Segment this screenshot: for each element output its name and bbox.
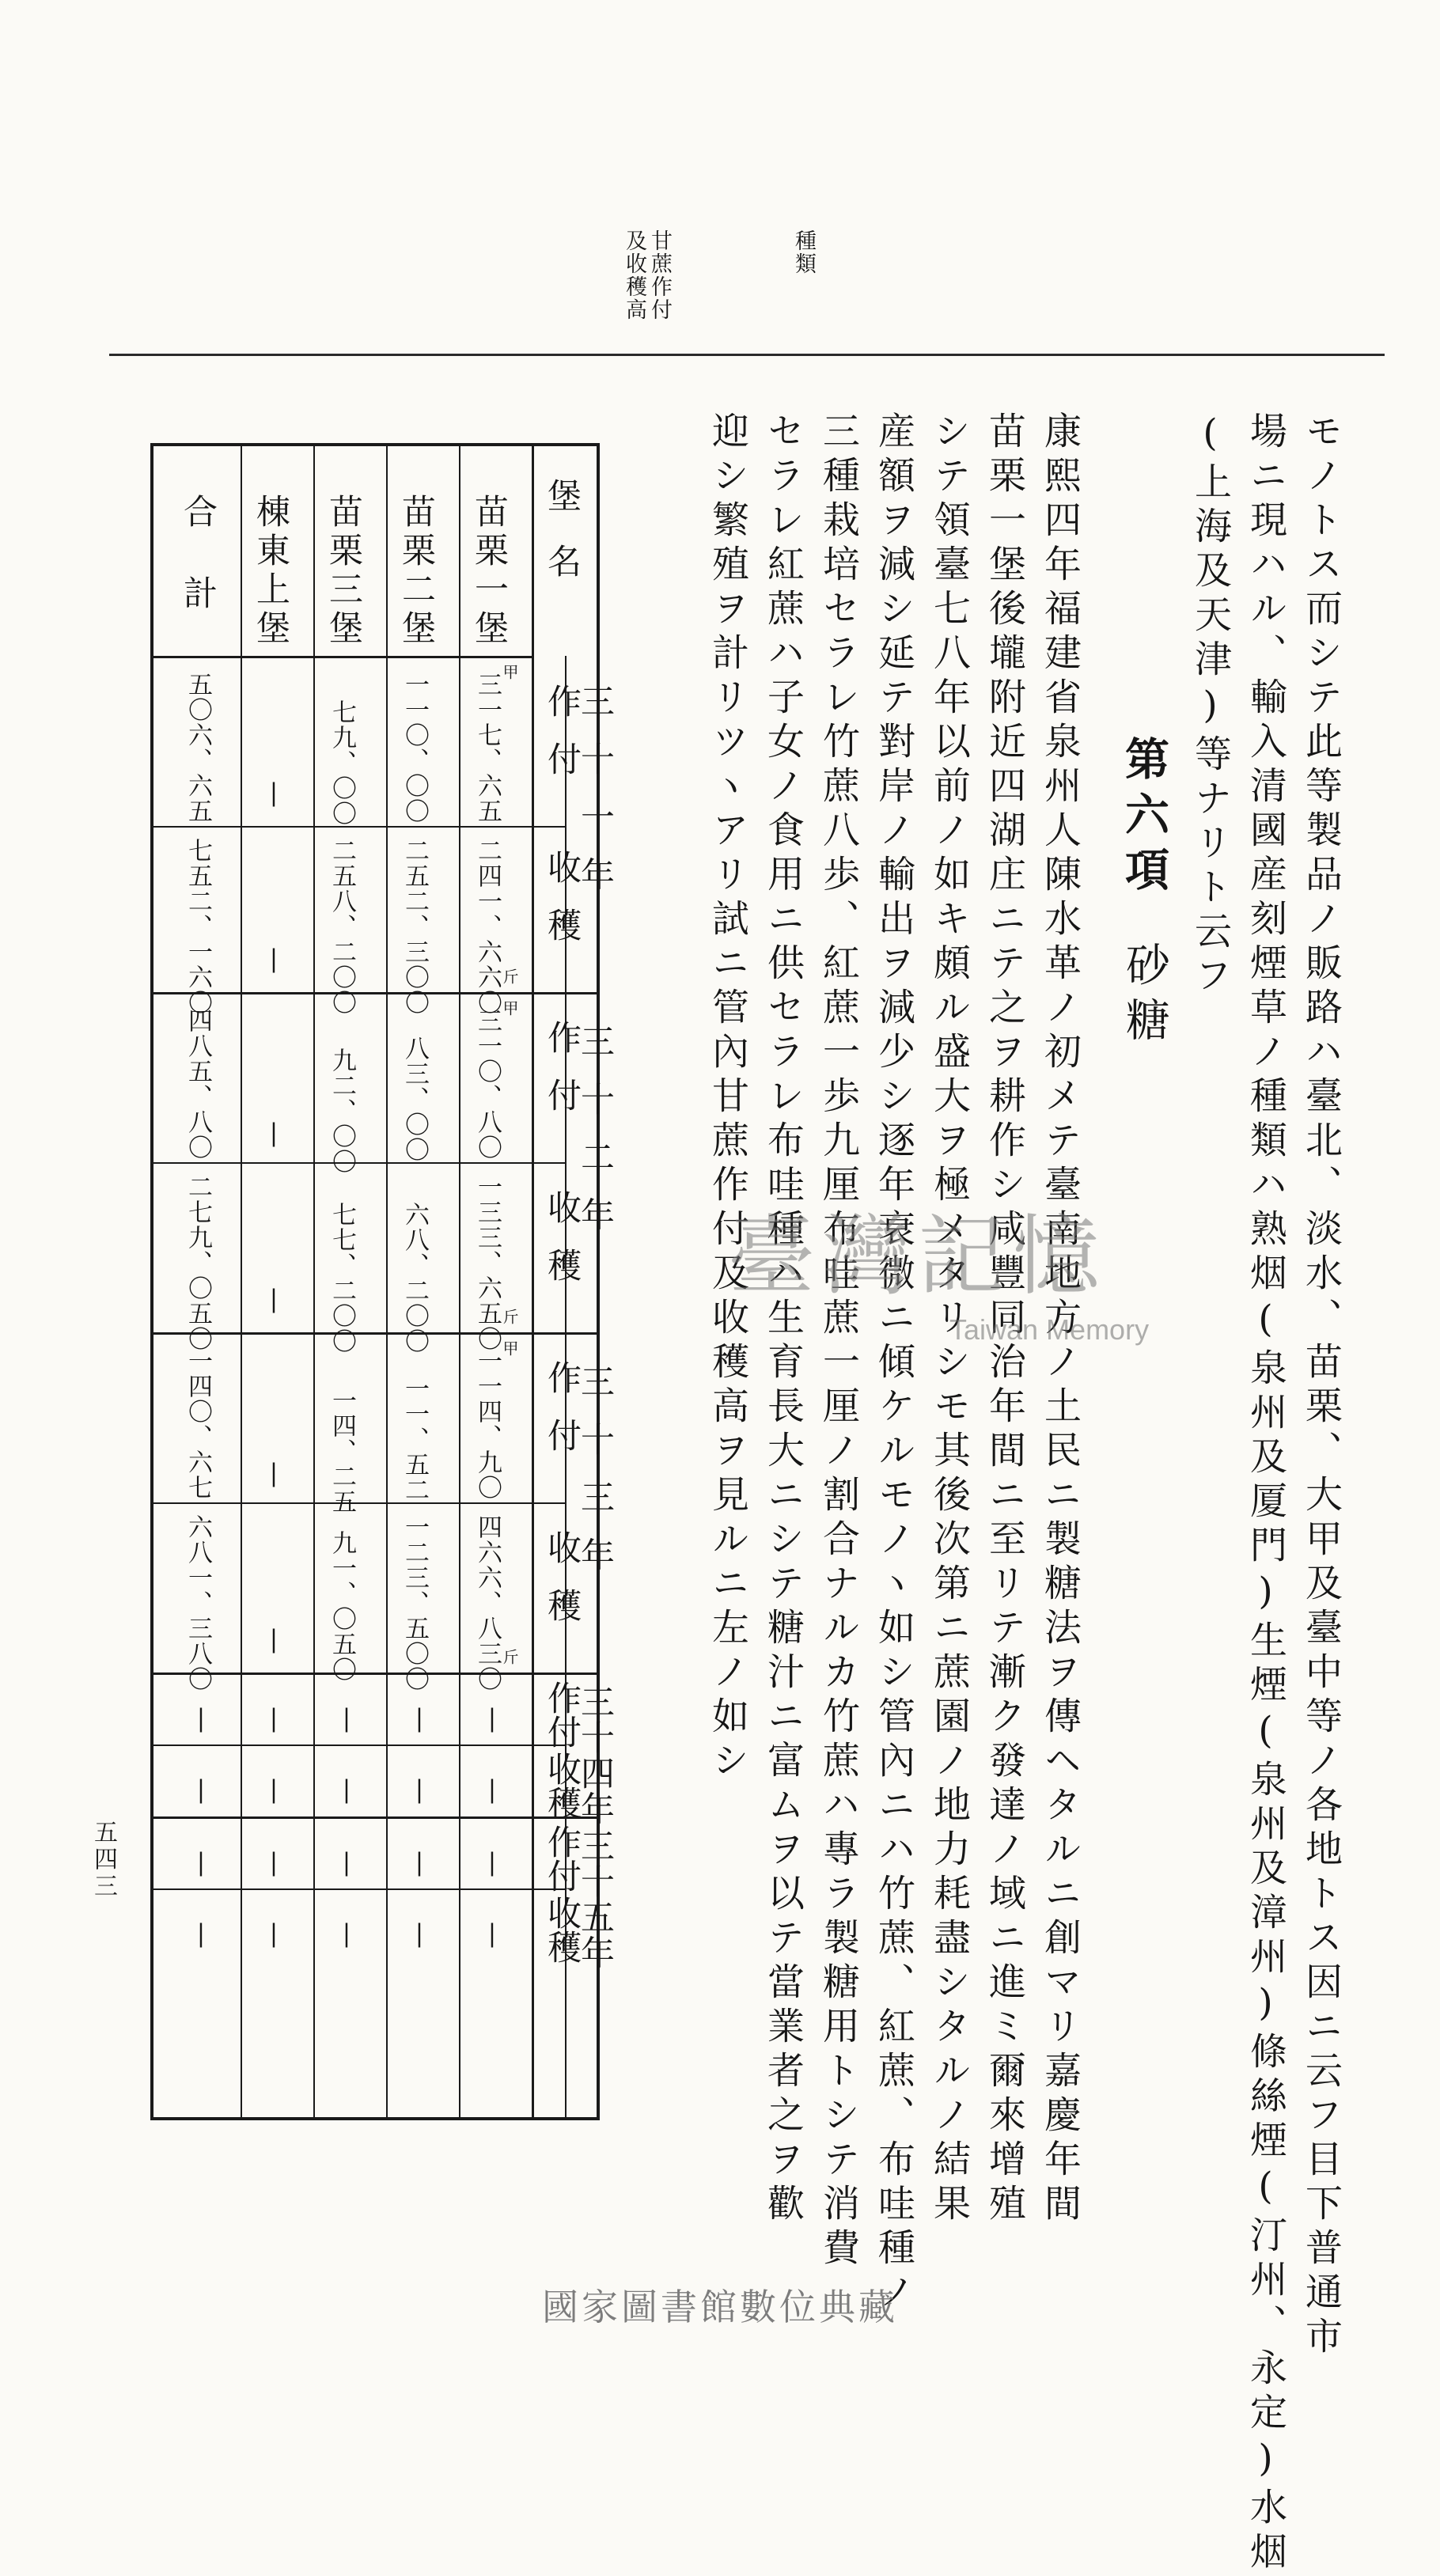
sub-harvest-35: 收穫 (542, 1896, 582, 1964)
top-rule (109, 354, 1385, 356)
cell-r1-32-harvest: 六八、二〇〇 (400, 1202, 429, 1354)
sub-plant-34: 作付 (542, 1680, 582, 1748)
header-bao-name: 堡名 (542, 478, 582, 609)
cell-r4-33-harvest: 六八一、三八〇 (184, 1514, 212, 1691)
cell-r3-35-harvest: | (260, 1919, 288, 1949)
year-header-33: 三十三年 (575, 1364, 615, 1595)
cell-r0-31-harvest: 二四一、六六〇 (473, 838, 502, 1015)
cell-r0-32-plant: 三一〇、八〇 (473, 1008, 502, 1160)
row-name-miaoli-1: 苗栗一堡 (469, 494, 509, 649)
row-name-dongdong: 棟東上堡 (251, 494, 290, 649)
side-label-harvest: 及收穫高 (622, 229, 646, 321)
cell-r2-35-harvest: | (332, 1919, 361, 1949)
body-line-3: (上海及天津)等ナリト云フ (1188, 411, 1232, 1000)
cell-r0-35-plant: | (478, 1848, 506, 1877)
body-line-5: 苗栗一堡後壠附近四湖庄ニテ之ヲ耕作シ咸豐同治年間ニ至リテ漸ク發達ノ域ニ進ミ爾來增殖 (983, 411, 1026, 2228)
year-header-35: 三十五年 (575, 1828, 615, 1971)
cell-r1-34-plant: | (405, 1704, 434, 1733)
body-line-9: セラレ紅蔗ハ子女ノ食用ニ供セラレ布哇種ハ生育長大ニシテ糖汁ニ富ムヲ以テ當業者之ヲ歡 (761, 411, 805, 2228)
body-line-8: 三種栽培セラレ竹蔗八歩、紅蔗一歩九厘布哇蔗一厘ノ割合ナルカ竹蔗ハ專ラ製糖用トシテ消費 (817, 411, 860, 2272)
cell-r3-31-harvest: | (260, 945, 288, 974)
cell-r4-32-plant: 四八五、八〇 (184, 1008, 212, 1160)
cell-r0-35-harvest: | (478, 1919, 506, 1949)
unit-jin-31: 斤 (500, 968, 519, 985)
cell-r0-34-harvest: | (478, 1775, 506, 1805)
cell-r1-35-harvest: | (405, 1919, 434, 1949)
cell-r1-33-harvest: 一二三、五〇〇 (400, 1514, 429, 1691)
cell-r3-32-plant: | (260, 1119, 288, 1148)
cell-r4-33-plant: 一四〇、六七 (184, 1348, 212, 1500)
row-name-total: 合計 (178, 494, 218, 657)
cell-r2-32-harvest: 七七、二〇〇 (328, 1202, 356, 1354)
cell-r4-32-harvest: 二七九、〇五〇 (184, 1174, 212, 1351)
unit-jia-32: 甲 (500, 1000, 519, 1017)
sub-harvest-32: 收穫 (542, 1190, 582, 1305)
unit-jia-33: 甲 (500, 1340, 519, 1357)
page-number: 五四三 (89, 1820, 117, 1900)
section-heading: 第六項 (1118, 736, 1170, 902)
cell-r3-33-harvest: | (260, 1625, 288, 1654)
cell-r2-35-plant: | (332, 1848, 361, 1877)
unit-jin-33: 斤 (500, 1649, 519, 1665)
cell-r4-34-plant: | (187, 1704, 215, 1733)
cell-r4-31-plant: 五〇六、六五 (184, 672, 212, 824)
cell-r4-35-harvest: | (187, 1919, 215, 1949)
cell-r1-34-harvest: | (405, 1775, 434, 1805)
cell-r3-35-plant: | (260, 1848, 288, 1877)
body-line-6: シテ領臺七八年以前ノ如キ頗ル盛大ヲ極メタリシモ其後次第ニ蔗園ノ地力耗盡シタルノ結果 (927, 411, 971, 2228)
cell-r0-34-plant: | (478, 1704, 506, 1733)
unit-jia-31: 甲 (500, 664, 519, 680)
section-subject: 砂糖 (1119, 941, 1170, 1052)
sub-plant-35: 作付 (542, 1824, 582, 1892)
year-header-31: 三十一年 (575, 684, 615, 915)
cell-r1-33-plant: 一一、五二 (400, 1376, 429, 1502)
row-name-miaoli-2: 苗栗二堡 (396, 494, 436, 649)
year-header-34: 三十四年 (575, 1684, 615, 1827)
cell-r3-34-plant: | (260, 1704, 288, 1733)
cell-r2-34-plant: | (332, 1704, 361, 1733)
cell-r0-33-harvest: 四六六、八三〇 (473, 1514, 502, 1691)
sub-harvest-33: 收穫 (542, 1530, 582, 1646)
cell-r1-31-plant: 一一〇、〇〇 (400, 672, 429, 824)
cell-r0-32-harvest: 一三三、六五〇 (473, 1174, 502, 1351)
side-label-cane-cultivation: 甘蔗作付 (647, 229, 672, 321)
cell-r4-35-plant: | (187, 1848, 215, 1877)
sub-harvest-31: 收穫 (542, 850, 582, 965)
cell-r2-34-harvest: | (332, 1775, 361, 1805)
watermark-caption: Taiwan Memory (949, 1313, 1150, 1346)
sub-plant-33: 作付 (542, 1360, 582, 1476)
body-line-2: 場ニ現ハル、輸入清國産刻煙草ノ種類ハ熟烟(泉州及厦門)生煙(泉州及漳州)條絲煙(汀州、永定)水烟 (1244, 411, 1287, 2576)
watermark-logo: 臺灣記憶 (728, 1206, 1108, 1307)
sub-harvest-34: 收穫 (542, 1752, 582, 1820)
unit-jin-32: 斤 (500, 1309, 519, 1325)
cell-r1-31-harvest: 二五二、三〇〇 (400, 838, 429, 1015)
body-line-10: 迎シ繁殖ヲ計リツヽアリ試ニ管內甘蔗作付及收穫高ヲ見ルニ左ノ如シ (706, 411, 749, 1785)
cell-r3-31-plant: | (260, 778, 288, 808)
footer-archive-credit: 國家圖書館數位典藏 (542, 2286, 898, 2328)
cell-r2-33-plant: 一四、二五 (328, 1388, 356, 1514)
sub-plant-31: 作付 (542, 684, 582, 799)
year-header-32: 三十二年 (575, 1024, 615, 1255)
cell-r0-31-plant: 三一七、六五 (473, 672, 502, 824)
cell-r1-35-plant: | (405, 1848, 434, 1877)
cell-r3-33-plant: | (260, 1459, 288, 1488)
body-line-1: モノトス而シテ此等製品ノ販路ハ臺北、淡水、苗栗、大甲及臺中等ノ各地トス因ニ云フ目下普通市 (1299, 411, 1343, 2361)
sub-plant-32: 作付 (542, 1020, 582, 1135)
row-name-miaoli-3: 苗栗三堡 (324, 494, 363, 649)
side-label-kinds: 種類 (791, 229, 816, 275)
body-line-4: 康熙四年福建省泉州人陳水革ノ初メテ臺南地方ノ土民ニ製糖法ヲ傳ヘタルニ創マリ嘉慶年間 (1038, 411, 1082, 2228)
cell-r2-31-harvest: 二五八、二〇〇 (328, 838, 356, 1015)
cell-r4-31-harvest: 七五二、一六〇 (184, 838, 212, 1015)
cell-r2-32-plant: 九二、〇〇 (328, 1047, 356, 1174)
cell-r2-31-plant: 七九、〇〇 (328, 699, 356, 826)
cell-r3-34-harvest: | (260, 1775, 288, 1805)
cell-r4-34-harvest: | (187, 1775, 215, 1805)
sugarcane-table (150, 443, 615, 2120)
cell-r1-32-plant: 八三、〇〇 (400, 1036, 429, 1162)
body-line-7: 産額ヲ減シ延テ對岸ノ輸出ヲ減少シ逐年衰微ニ傾ケルモノヽ如シ管內ニハ竹蔗、紅蔗、布哇種ノ (872, 411, 915, 2317)
cell-r2-33-harvest: 九一、〇五〇 (328, 1530, 356, 1682)
cell-r0-33-plant: 一一四、九〇 (473, 1348, 502, 1500)
cell-r3-32-harvest: | (260, 1285, 288, 1314)
